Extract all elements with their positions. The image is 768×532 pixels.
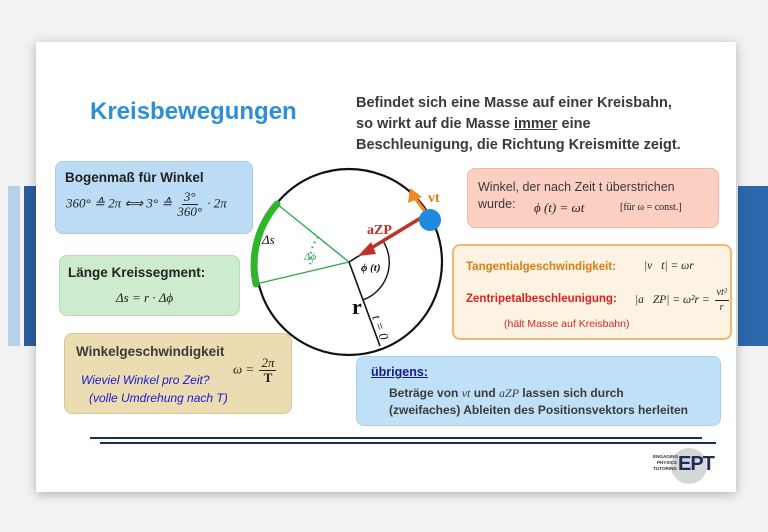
intro-emphasis: immer [513, 116, 558, 132]
a-zp-arrowhead [358, 242, 376, 256]
winkel-box [467, 168, 719, 228]
divider-line-2 [100, 442, 716, 444]
intro-line-2 [356, 114, 736, 135]
uebrigens-box [356, 356, 721, 426]
zentripetal-note: (hält Masse auf Kreisbahn) [504, 318, 630, 330]
delta-s-label: Δs [262, 232, 275, 247]
a-zp-label: aZP [367, 223, 392, 238]
intro-text [356, 93, 736, 156]
radius-bottom [256, 262, 349, 284]
uebrigens-line-1-post: lassen sich durch [519, 386, 624, 400]
v-symbol: vt [461, 386, 471, 400]
r-label: r [352, 294, 362, 319]
logo-small-1: ENGAGING [653, 454, 679, 459]
phi-t-label: ϕ (t) [361, 262, 381, 274]
uebrigens-line-1 [389, 386, 624, 401]
zentripetal-fraction [715, 286, 729, 315]
divider-line-1 [90, 437, 702, 439]
segment-formula: Δs = r · Δϕ [116, 290, 174, 305]
geschw-box [452, 244, 732, 340]
winkel-formula: ϕ (t) = ωt [534, 200, 585, 215]
delta-phi-label: Δϕ [304, 251, 317, 263]
uebrigens-line-1-pre: Beträge von [389, 386, 462, 400]
bogenmass-title: Bogenmaß für Winkel [65, 170, 204, 185]
winkel-line-1: Winkel, der nach Zeit t überstrichen [478, 180, 675, 194]
winkelgeschw-fraction [259, 356, 276, 385]
zentripetal-label: Zentripetalbeschleunigung: [466, 293, 617, 305]
bogenmass-formula-right: · 2π [207, 195, 227, 211]
logo-small-2: PHYSICS [656, 460, 677, 465]
intro-line-2-pre: so wirkt auf die Masse [356, 116, 514, 132]
bogenmass-formula-left: 360° ≙ 2π ⟺ 3° ≙ [66, 195, 173, 211]
logo-small-3: TUTORING [653, 466, 677, 471]
ept-logo [653, 452, 715, 480]
zentripetal-formula [635, 286, 731, 315]
segment-box [59, 255, 240, 316]
a-symbol: aZP [499, 386, 520, 400]
uebrigens-line-2: (zweifaches) Ableiten des Positionsvektors herleiten [389, 403, 688, 417]
zentripetal-frac-num: vt² [715, 286, 729, 301]
v-t-label: vt [428, 191, 440, 206]
omega-label: ω = [233, 361, 255, 377]
winkel-note: [für ω = const.] [620, 202, 682, 213]
mass-dot [419, 209, 441, 231]
intro-line-1: Befindet sich eine Masse auf einer Kreisbahn, [356, 95, 672, 111]
tangential-label: Tangentialgeschwindigkeit: [466, 261, 616, 273]
zentripetal-formula-text: |a⃗ZP| = ω²r = [635, 294, 710, 307]
bogenmass-box [55, 161, 253, 234]
winkelgeschw-question-2: (volle Umdrehung nach T) [89, 391, 228, 405]
bogenmass-frac-num: 3° [183, 189, 196, 204]
intro-line-2-post: eine [557, 116, 591, 132]
bogenmass-fraction [177, 190, 202, 219]
winkelgeschw-formula [233, 356, 278, 385]
logo-small-text [653, 454, 677, 472]
bogenmass-frac-den: 360° [177, 204, 203, 219]
page-title: Kreisbewegungen [90, 98, 297, 125]
winkelgeschw-title: Winkelgeschwindigkeit [76, 344, 225, 359]
winkelgeschw-question-1: Wieviel Winkel pro Zeit? [81, 373, 210, 387]
right-bar-dark [738, 186, 768, 346]
uebrigens-title: übrigens: [371, 365, 428, 379]
winkelgeschw-frac-num: 2π [261, 355, 275, 370]
intro-line-3: Beschleunigung, die Richtung Kreismitte zeigt. [356, 137, 681, 153]
t0-label: t = 0 [369, 312, 392, 342]
left-bar-light [8, 186, 20, 346]
winkel-line-2: wurde: [478, 197, 516, 211]
tangential-formula: |v⃗t| = ωr [644, 260, 694, 272]
bogenmass-formula [66, 190, 227, 219]
circle-diagram [240, 160, 470, 360]
logo-big-text: EPT [678, 453, 714, 475]
zentripetal-frac-den: r [719, 302, 724, 313]
winkelgeschw-frac-den: T [263, 370, 273, 385]
uebrigens-line-1-mid: und [470, 386, 500, 400]
segment-title: Länge Kreissegment: [68, 265, 206, 280]
left-bar-dark [24, 186, 36, 346]
